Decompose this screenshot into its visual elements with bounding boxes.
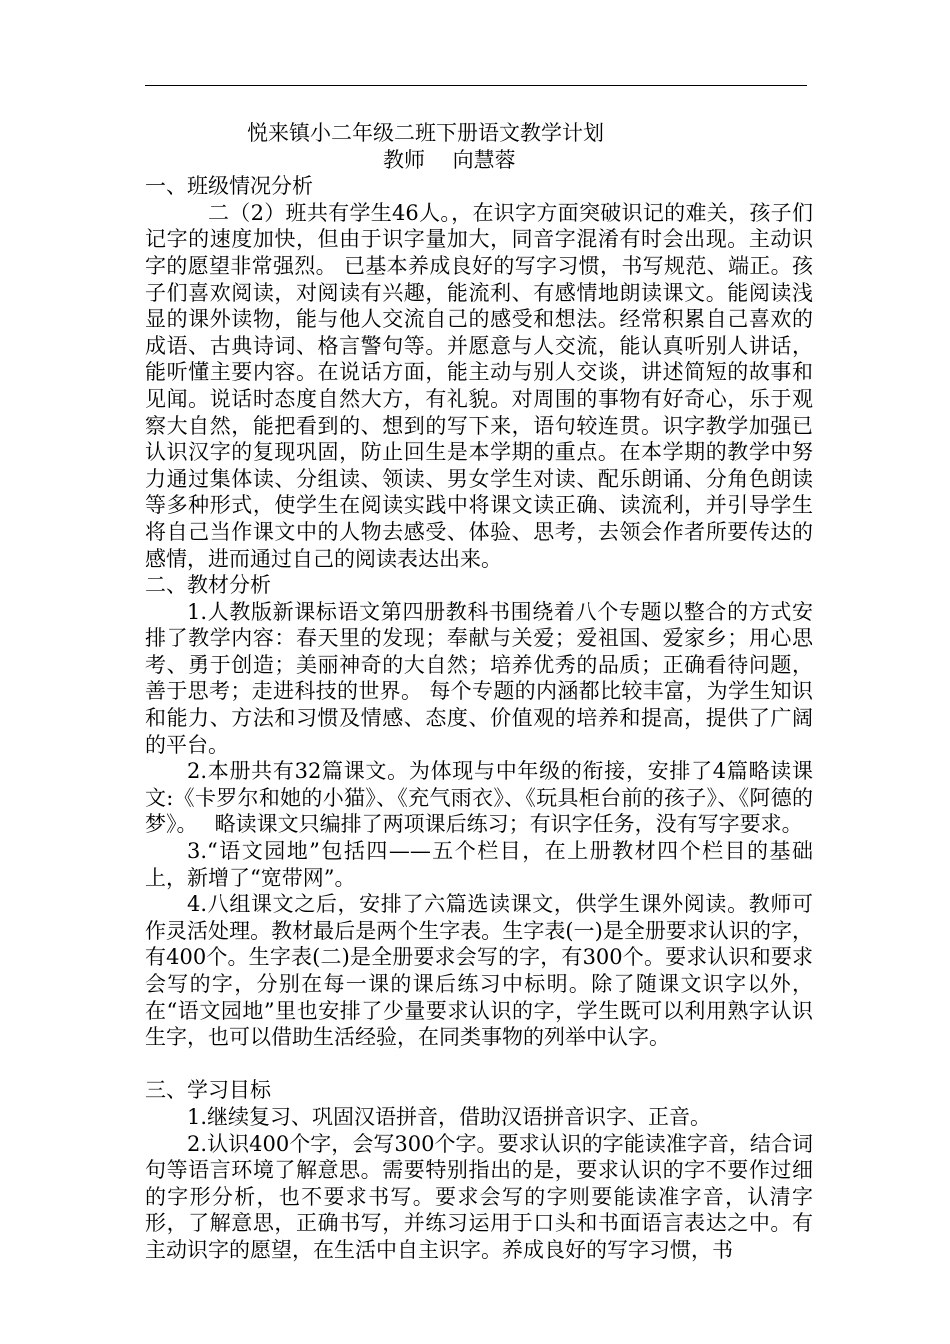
blank-line	[145, 1051, 813, 1078]
section-paragraph: 3.“语文园地”包括四——五个栏目，在上册教材四个栏目的基础上，新增了“宽带网”。	[145, 839, 813, 890]
teacher-line: 教师 向慧蓉	[383, 147, 516, 172]
section-paragraph: 2.认识400个字，会写300个字。要求认识的字能读准字音，结合词句等语言环境了解意思。需要特别指出的是，要求认识的字不要作过细的字形分析，也不要求书写。要求会写的字则要能读准字音，认清字形，了解意思，正确书写，并练习运用于口头和书面语言表达之中。有主动识字的愿望，在生活中自主识字。养成良好的写字习惯，书	[145, 1131, 813, 1262]
section-heading-class-analysis: 一、班级情况分析	[145, 174, 313, 199]
section-paragraph: 二（2）班共有学生46人。，在识字方面突破识记的难关，孩子们记字的速度加快，但由于识字量加大，同音字混淆有时会出现。主动识字的愿望非常强烈。 已基本养成良好的写字习惯，书写规范、端正。孩子们喜欢阅读，对阅读有兴趣，能流利、有感情地朗读课文。能阅读浅显的课外读物，能与他人交流自己的感受和想法。经常积累自己喜欢的成语、古典诗词、格言警句等。并愿意与人交流，能认真听别人讲话，能听懂主要内容。在说话方面，能主动与别人交谈，讲述简短的故事和见闻。说话时态度自然大方，有礼貌。对周围的事物有好奇心，乐于观察大自然，能把看到的、想到的写下来，语句较连贯。识字教学加强已认识汉字的复现巩固，防止回生是本学期的重点。在本学期的教学中努力通过集体读、分组读、领读、男女学生对读、配乐朗诵、分角色朗读等多种形式，使学生在阅读实践中将课文读正确、读流利，并引导学生将自己当作课文中的人物去感受、体验、思考，去领会作者所要传达的感情，进而通过自己的阅读表达出来。	[145, 200, 813, 571]
section-paragraph: 2.本册共有32篇课文。为体现与中年级的衔接，安排了4篇略读课文:《卡罗尔和她的小猫》、《充气雨衣》、《玩具柜台前的孩子》、《阿德的梦》。 略读课文只编排了两项课后练习；有识字任务，没有写字要求。	[145, 759, 813, 837]
section-heading-textbook-analysis: 二、教材分析	[145, 573, 271, 598]
header-rule	[145, 85, 807, 86]
section-paragraph: 4.八组课文之后，安排了六篇选读课文，供学生课外阅读。教师可作灵活处理。教材最后是两个生字表。生字表(一)是全册要求认识的字，有400个。生字表(二)是全册要求会写的字，有300个。要求认识和要求会写的字，分别在每一课的课后练习中标明。除了随课文识字以外，在“语文园地”里也安排了少量要求认识的字，学生既可以利用熟字认识生字，也可以借助生活经验，在同类事物的列举中认字。	[145, 892, 813, 1050]
document-body	[145, 120, 813, 1264]
section-paragraph: 1.继续复习、巩固汉语拼音，借助汉语拼音识字、正音。	[187, 1104, 712, 1129]
section-heading-learning-goals: 三、学习目标	[145, 1078, 271, 1103]
document-title: 悦来镇小二年级二班下册语文教学计划	[247, 121, 604, 145]
section-paragraph: 1.人教版新课标语文第四册教科书围绕着八个专题以整合的方式安排了教学内容：春天里的发现；奉献与关爱；爱祖国、爱家乡；用心思考、勇于创造；美丽神奇的大自然；培养优秀的品质；正确看待问题，善于思考；走进科技的世界。 每个专题的内涵都比较丰富，为学生知识和能力、方法和习惯及情感、态度、价值观的培养和提高，提供了广阔的平台。	[145, 599, 813, 757]
